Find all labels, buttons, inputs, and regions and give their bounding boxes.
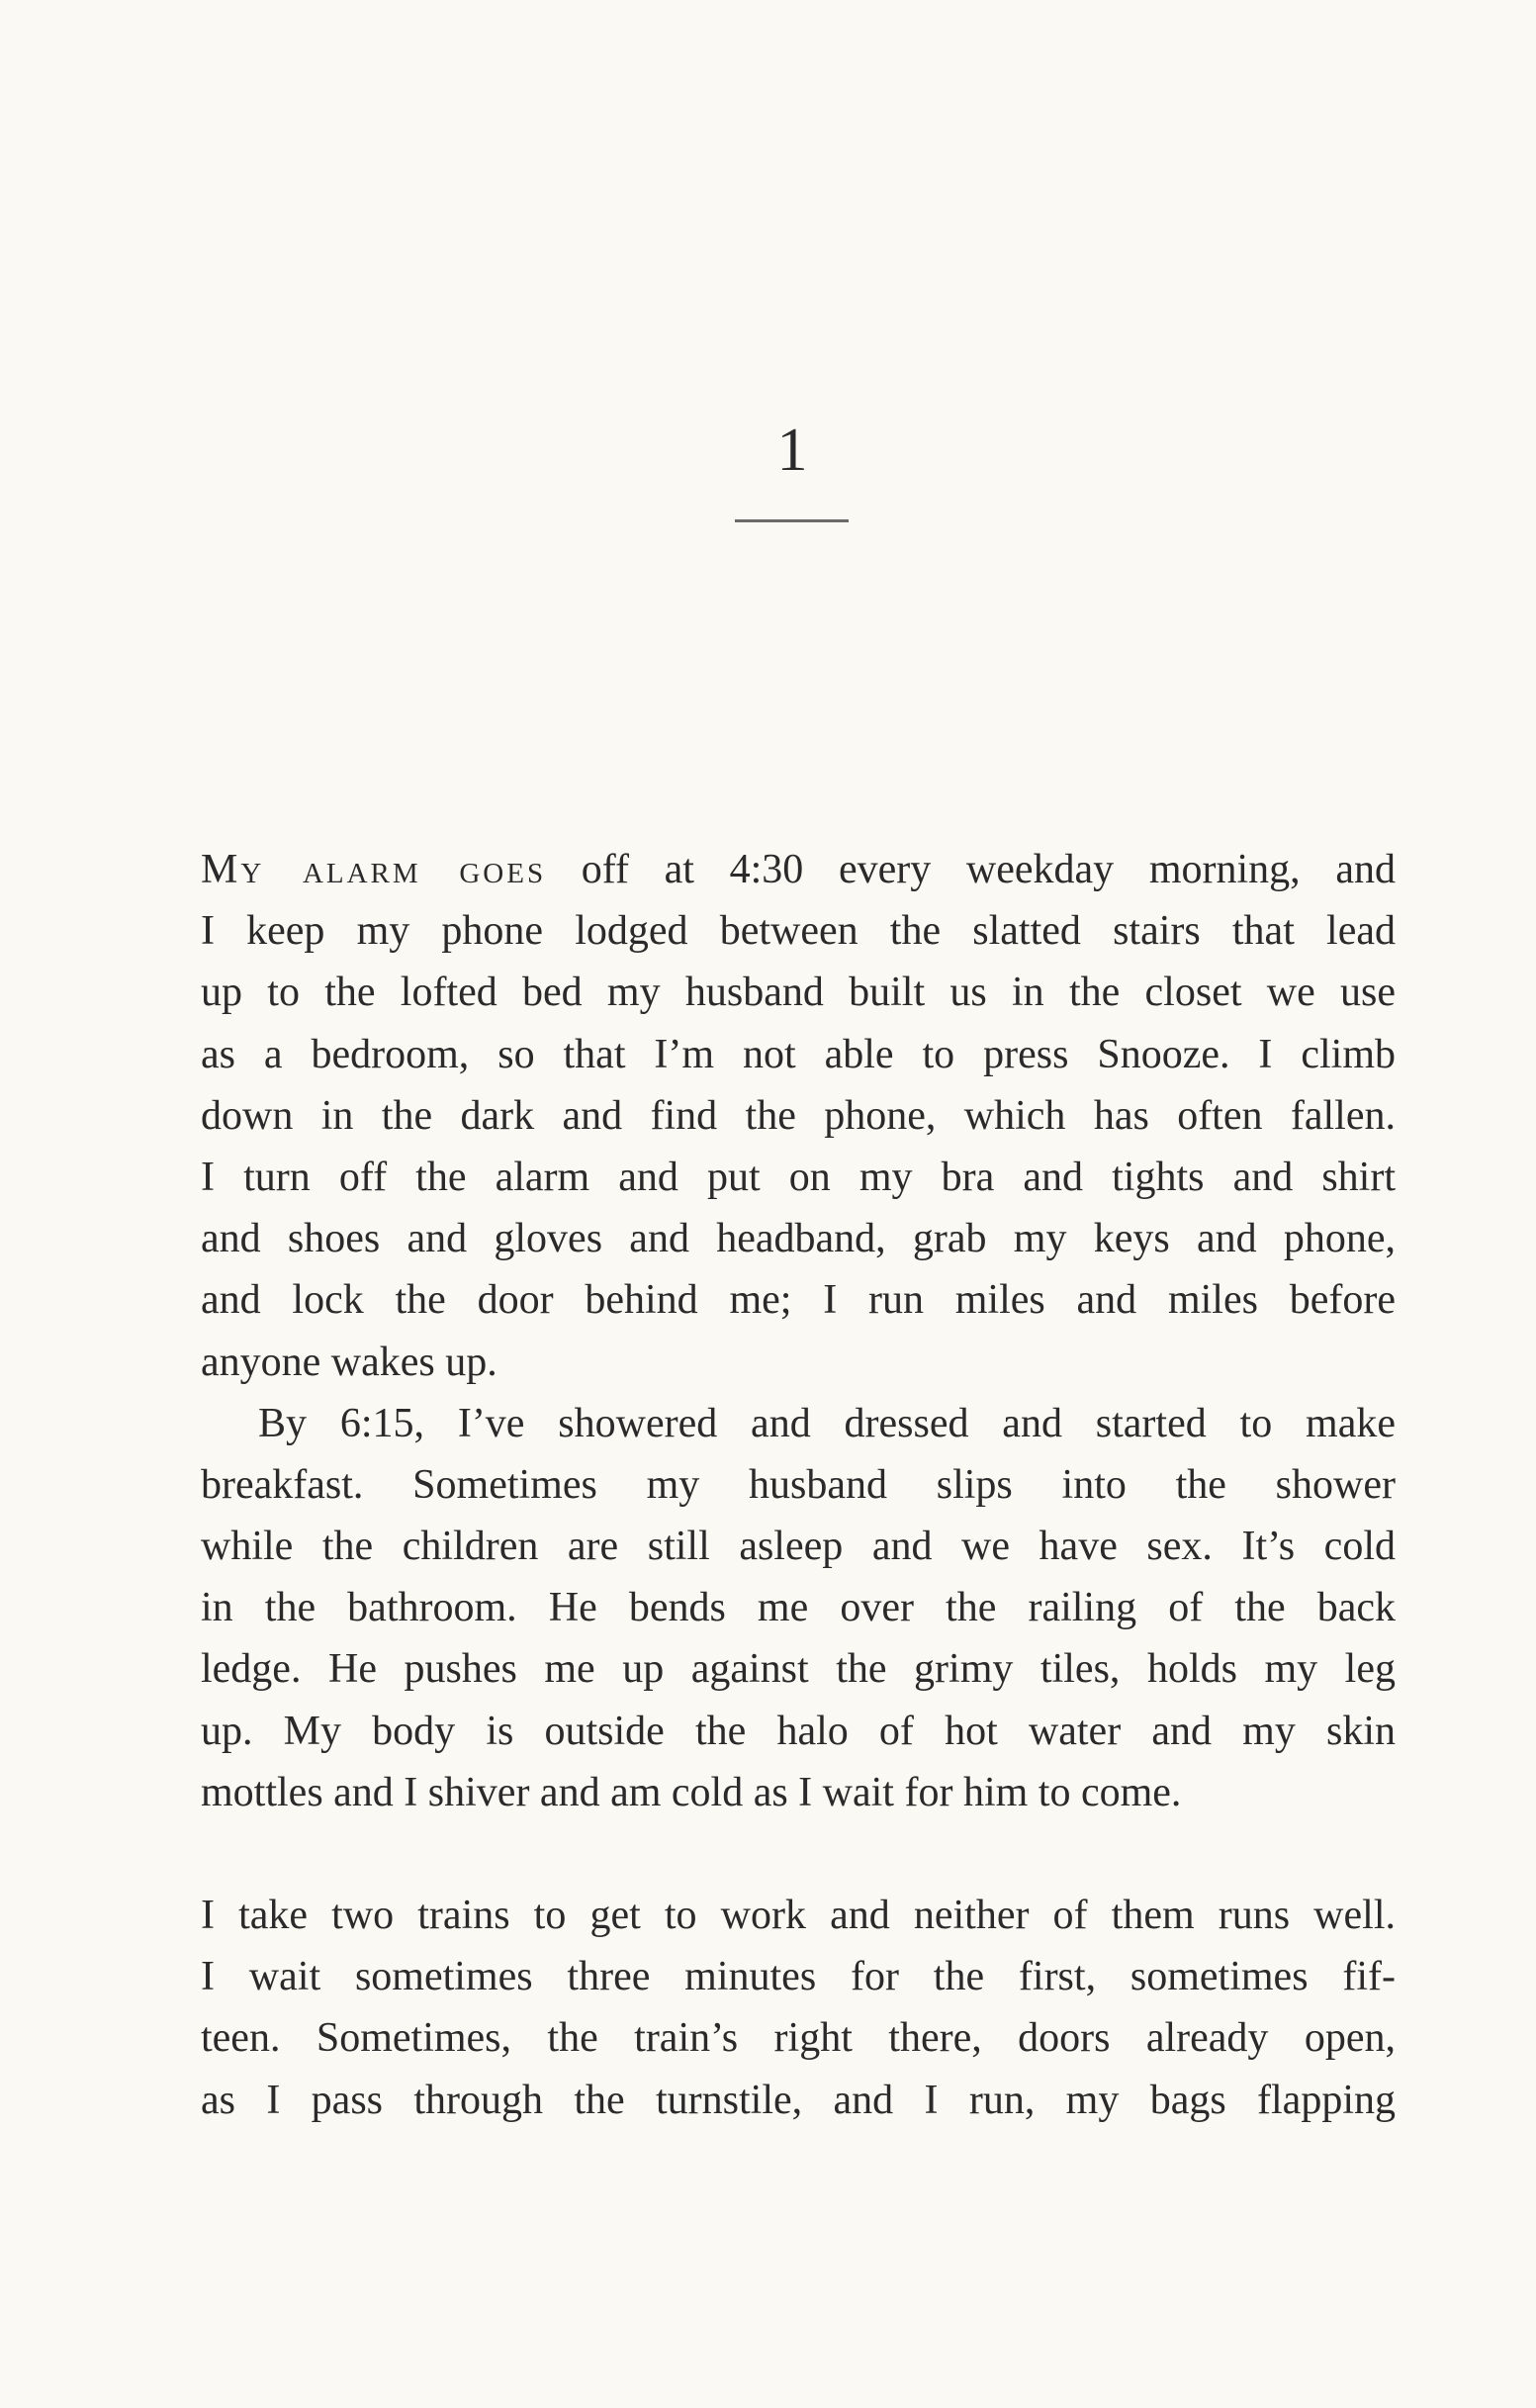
text-line: as a bedroom, so that I’m not able to press Snooze. I climb — [201, 1031, 1396, 1077]
paragraph-3 — [201, 1885, 1396, 2131]
text-line: teen. Sometimes, the train’s right there, doors already open, — [201, 2015, 1396, 2062]
text-line — [201, 839, 1396, 900]
chapter-rule — [735, 519, 849, 522]
section-break — [201, 1823, 1396, 1885]
text-line: mottles and I shiver and am cold as I wait for him to come. — [201, 1769, 1182, 1815]
opening-line-rest: off at 4:30 every weekday morning, and — [546, 847, 1396, 892]
text-line: up. My body is outside the halo of hot water and my skin — [201, 1708, 1396, 1754]
text-line: ledge. He pushes me up against the grimy tiles, holds my leg — [201, 1646, 1396, 1693]
text-line: in the bathroom. He bends me over the railing of the back — [201, 1585, 1396, 1631]
text-line: anyone wakes up. — [201, 1339, 497, 1385]
opening-small-caps: My alarm goes — [201, 847, 547, 892]
text-line: up to the lofted bed my husband built us in the closet we use — [201, 970, 1396, 1016]
text-line: I take two trains to get to work and neither of them runs well. — [201, 1893, 1396, 1938]
body-text — [201, 839, 1396, 2131]
text-line: and shoes and gloves and headband, grab my keys and phone, — [201, 1216, 1396, 1262]
text-line: I keep my phone lodged between the slatted stairs that lead — [201, 908, 1396, 955]
text-line: as I pass through the turnstile, and I run, my bags flapping — [201, 2077, 1396, 2123]
text-line: while the children are still asleep and we have sex. It’s cold — [201, 1524, 1396, 1570]
paragraph-2 — [201, 1393, 1396, 1823]
text-line: I turn off the alarm and put on my bra and tights and shirt — [201, 1154, 1396, 1200]
text-line: By 6:15, I’ve showered and dressed and started to make — [258, 1400, 1396, 1446]
text-line: I wait sometimes three minutes for the first, sometimes fif- — [201, 1954, 1396, 2000]
text-line: and lock the door behind me; I run miles and miles before — [201, 1277, 1396, 1324]
paragraph-1 — [201, 839, 1396, 1393]
chapter-number: 1 — [776, 417, 809, 484]
text-line: breakfast. Sometimes my husband slips into the shower — [201, 1461, 1396, 1508]
text-line: down in the dark and find the phone, which has often fallen. — [201, 1092, 1396, 1139]
